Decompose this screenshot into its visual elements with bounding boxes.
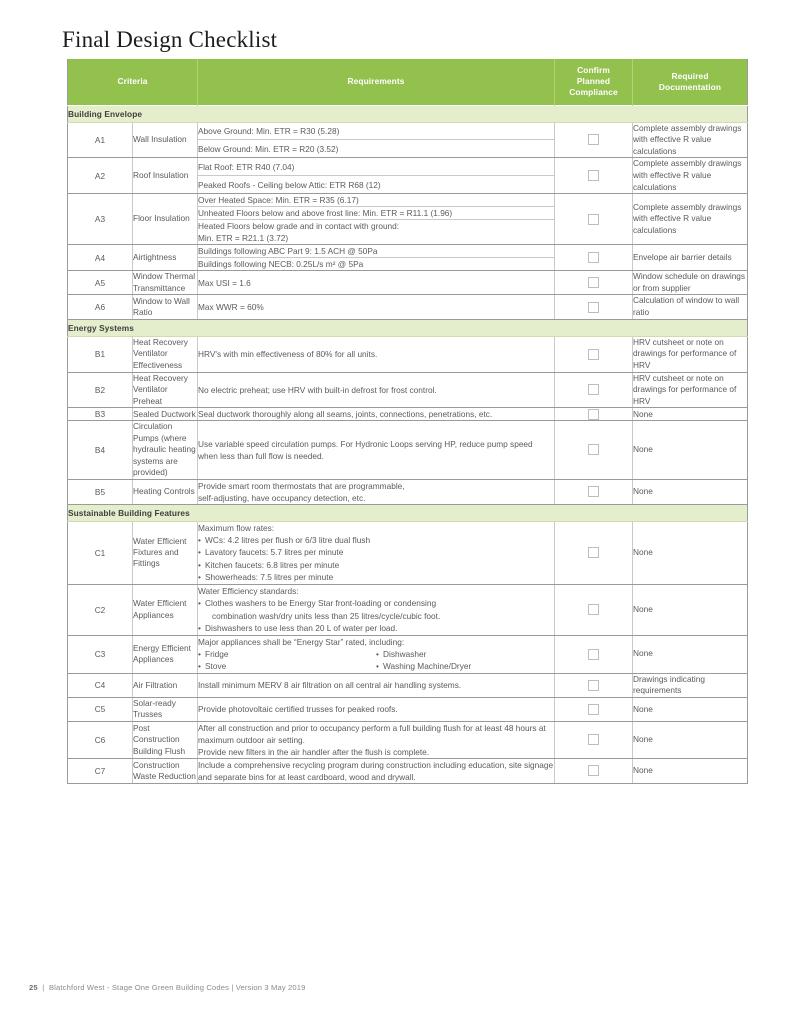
row-criteria: Airtightness [133,245,198,271]
row-requirement [198,721,555,758]
column-header-required-documentation [633,59,748,105]
requirement-line: Flat Roof: ETR R40 (7.04) [198,161,295,172]
table-row [68,635,748,673]
confirm-compliance-cell[interactable] [555,158,633,194]
row-id: B5 [68,479,133,504]
column-header-confirm-planned-compliance [555,59,633,105]
row-requirement [198,271,555,295]
row-criteria: Heat Recovery Ventilator Preheat [133,372,198,408]
requirement-bullet: • Kitchen faucets: 6.8 litres per minute [198,559,554,571]
row-requirement [198,635,555,673]
requirement-line: After all construction and prior to occupancy perform a full building flush for at least 48 hours at maximum outdoor air setting. [198,722,546,745]
row-id: B3 [68,408,133,421]
row-requirement [198,408,555,421]
required-documentation: None [633,698,748,722]
requirement-line: Provide smart room thermostats that are programmable, [198,480,405,491]
table-row [68,245,748,258]
table-row [68,721,748,758]
required-documentation: None [633,408,748,421]
required-documentation: None [633,421,748,479]
row-criteria: Wall Insulation [133,122,198,158]
documentation-header-line-2: Documentation [658,81,722,92]
table-header [68,59,748,105]
confirm-compliance-cell[interactable] [555,271,633,295]
row-requirement [198,295,555,319]
requirement-line: Max USI = 1.6 [198,277,251,288]
row-criteria: Window Thermal Transmittance [133,271,198,295]
row-requirement [198,673,555,697]
column-header-criteria: Criteria [68,59,198,105]
confirm-compliance-cell[interactable] [555,479,633,504]
requirement-line: Buildings following ABC Part 9: 1.5 ACH @ 50Pa [198,246,378,257]
row-id: C7 [68,758,133,783]
confirm-header-line-3: Compliance [569,87,618,98]
section-band-row [68,319,748,336]
row-requirement [198,521,555,584]
compliance-checkbox[interactable] [588,680,599,691]
confirm-compliance-cell[interactable] [555,372,633,408]
row-criteria: Solar-ready Trusses [133,698,198,722]
row-requirement [198,245,555,258]
section-band-row [68,105,748,122]
table-row [68,421,748,479]
compliance-checkbox[interactable] [588,444,599,455]
requirement-line: Over Heated Space: Min. ETR = R35 (6.17) [198,195,359,206]
compliance-checkbox[interactable] [588,252,599,263]
requirement-lead: Maximum flow rates: [198,522,275,533]
requirement-line: Include a comprehensive recycling program during construction including education, site signage and separate bins for at least cardboard, wood and drywall. [198,759,554,782]
row-requirement [198,758,555,783]
row-requirement [198,176,555,194]
requirement-line: Peaked Roofs - Ceiling below Attic: ETR R68 (12) [198,179,381,190]
row-id: A4 [68,245,133,271]
requirement-line: Below Ground: Min. ETR = R20 (3.52) [198,143,339,154]
requirement-line: Use variable speed circulation pumps. For Hydronic Loops serving HP, reduce pump speed when less than full flow is needed. [198,438,533,461]
footer-separator: | [40,983,47,992]
row-criteria: Construction Waste Reduction [133,758,198,783]
table-row [68,194,748,207]
row-id: A3 [68,194,133,245]
row-criteria: Water Efficient Fixtures and Fittings [133,521,198,584]
row-criteria: Air Filtration [133,673,198,697]
row-id: B2 [68,372,133,408]
requirement-bullet: • Lavatory faucets: 5.7 litres per minute [198,546,554,558]
row-requirement [198,140,555,158]
confirm-compliance-cell[interactable] [555,673,633,697]
compliance-checkbox[interactable] [588,547,599,558]
table-row [68,758,748,783]
table-row [68,698,748,722]
row-id: A1 [68,122,133,158]
row-id: C2 [68,584,133,635]
required-documentation: None [633,479,748,504]
row-requirement [198,698,555,722]
row-criteria: Sealed Ductwork [133,408,198,421]
compliance-checkbox[interactable] [588,170,599,181]
required-documentation: HRV cutsheet or note on drawings for performance of HRV [633,336,748,372]
row-requirement [198,336,555,372]
requirement-grid [198,648,554,673]
requirement-bullet-list [198,534,554,584]
requirement-line: Max WWR = 60% [198,302,264,313]
compliance-checkbox[interactable] [588,486,599,497]
confirm-compliance-cell[interactable] [555,194,633,245]
row-id: C4 [68,673,133,697]
compliance-checkbox[interactable] [588,765,599,776]
compliance-checkbox[interactable] [588,649,599,660]
row-criteria: Post Construction Building Flush [133,721,198,758]
table-row [68,336,748,372]
compliance-checkbox[interactable] [588,704,599,715]
required-documentation: Complete assembly drawings with effective R value calculations [633,194,748,245]
required-documentation: None [633,721,748,758]
row-criteria: Water Efficient Appliances [133,584,198,635]
footer-page-number: 25 [29,983,38,992]
required-documentation: Complete assembly drawings with effective R value calculations [633,122,748,158]
row-requirement [198,584,555,635]
requirement-grid-row [198,648,554,660]
row-id: C1 [68,521,133,584]
requirement-line: Provide new filters in the air handler after the flush is complete. [198,746,430,757]
requirement-bullet: • Showerheads: 7.5 litres per minute [198,571,554,583]
requirement-bullet: • Stove [198,660,376,672]
requirement-bullet-list [198,597,554,634]
requirement-bullet: combination wash/dry units less than 25 litres/cycle/cubic foot. [212,610,441,621]
requirement-line: Min. ETR = R21.1 (3.72) [198,233,289,244]
confirm-compliance-cell[interactable] [555,521,633,584]
confirm-compliance-cell[interactable] [555,336,633,372]
confirm-compliance-cell[interactable] [555,698,633,722]
requirement-line: No electric preheat; use HRV with built-in defrost for frost control. [198,384,437,395]
header-row [68,59,748,105]
section-title: Energy Systems [68,319,748,336]
confirm-compliance-cell[interactable] [555,635,633,673]
row-id: B4 [68,421,133,479]
confirm-compliance-cell[interactable] [555,295,633,319]
final-design-checklist-table [67,59,748,784]
row-id: A5 [68,271,133,295]
confirm-header-line-1: Confirm [577,65,610,76]
table-row [68,158,748,176]
required-documentation: HRV cutsheet or note on drawings for performance of HRV [633,372,748,408]
required-documentation: Calculation of window to wall ratio [633,295,748,319]
row-requirement [198,372,555,408]
requirement-line: self-adjusting, have occupancy detection, etc. [198,492,366,503]
row-id: C6 [68,721,133,758]
row-criteria: Floor Insulation [133,194,198,245]
compliance-checkbox[interactable] [588,384,599,395]
required-documentation: None [633,521,748,584]
table-row [68,372,748,408]
row-criteria: Energy Efficient Appliances [133,635,198,673]
confirm-compliance-cell[interactable] [555,421,633,479]
row-requirement [198,194,555,207]
compliance-checkbox[interactable] [588,302,599,313]
requirement-bullet: • Clothes washers to be Energy Star front-loading or condensing [198,597,554,609]
confirm-compliance-cell[interactable] [555,721,633,758]
row-criteria: Heat Recovery Ventilator Effectiveness [133,336,198,372]
requirement-line: Install minimum MERV 8 air filtration on all central air handling systems. [198,680,462,691]
row-criteria: Roof Insulation [133,158,198,194]
row-requirement [198,479,555,504]
row-requirement [198,258,555,271]
row-id: B1 [68,336,133,372]
table-row [68,122,748,140]
requirement-grid-row [198,660,554,672]
requirement-line: Heated Floors below grade and in contact with ground: [198,221,400,232]
requirement-line: Unheated Floors below and above frost line: Min. ETR = R11.1 (1.96) [198,208,453,219]
requirement-line: Seal ductwork thoroughly along all seams, joints, connections, penetrations, etc. [198,409,493,420]
table-row [68,295,748,319]
row-id: C3 [68,635,133,673]
section-band-row [68,504,748,521]
column-header-requirements: Requirements [198,59,555,105]
requirement-line: Buildings following NECB: 0.25L/s m² @ 5Pa [198,259,364,270]
table-body [68,105,748,784]
compliance-checkbox[interactable] [588,134,599,145]
row-id: C5 [68,698,133,722]
requirement-bullet: • Washing Machine/Dryer [376,660,554,672]
row-criteria: Window to Wall Ratio [133,295,198,319]
requirement-bullet: • WCs: 4.2 litres per flush or 6/3 litre dual flush [198,534,554,546]
row-criteria: Heating Controls [133,479,198,504]
compliance-checkbox[interactable] [588,734,599,745]
confirm-compliance-cell[interactable] [555,408,633,421]
required-documentation: Envelope air barrier details [633,245,748,271]
required-documentation: Complete assembly drawings with effective R value calculations [633,158,748,194]
compliance-checkbox[interactable] [588,604,599,615]
requirement-lead: Major appliances shall be “Energy Star” rated, including: [198,636,405,647]
requirement-bullet: • Fridge [198,648,376,660]
footer-text: Blatchford West - Stage One Green Building Codes | Version 3 May 2019 [48,983,306,992]
compliance-checkbox[interactable] [588,214,599,225]
requirement-bullet: • Dishwasher [376,648,554,660]
documentation-header-line-1: Required [671,70,709,81]
table-row [68,521,748,584]
requirement-line: Above Ground: Min. ETR = R30 (5.28) [198,125,340,136]
page-footer [29,983,306,992]
section-title: Sustainable Building Features [68,504,748,521]
confirm-compliance-cell[interactable] [555,122,633,158]
row-requirement [198,220,555,245]
compliance-checkbox[interactable] [588,277,599,288]
compliance-checkbox[interactable] [588,409,599,420]
required-documentation: None [633,635,748,673]
row-id: A2 [68,158,133,194]
requirement-bullet: • Dishwashers to use less than 20 L of water per load. [198,622,554,634]
table-row [68,479,748,504]
table-row [68,408,748,421]
required-documentation: None [633,584,748,635]
required-documentation: Drawings indicating requirements [633,673,748,697]
row-requirement [198,122,555,140]
confirm-header-line-2: Planned [576,76,611,87]
requirement-line: HRV's with min effectiveness of 80% for all units. [198,349,378,360]
required-documentation: Window schedule on drawings or from supplier [633,271,748,295]
required-documentation: None [633,758,748,783]
table-row [68,584,748,635]
page-title: Final Design Checklist [62,27,278,52]
row-requirement [198,158,555,176]
confirm-compliance-cell[interactable] [555,245,633,271]
compliance-checkbox[interactable] [588,349,599,360]
requirement-line: Provide photovoltaic certified trusses for peaked roofs. [198,704,398,715]
row-requirement [198,421,555,479]
table-row [68,673,748,697]
section-title: Building Envelope [68,105,748,122]
confirm-compliance-cell[interactable] [555,584,633,635]
confirm-compliance-cell[interactable] [555,758,633,783]
requirement-lead: Water Efficiency standards: [198,585,299,596]
row-criteria: Circulation Pumps (where hydraulic heating systems are provided) [133,421,196,478]
table-row [68,271,748,295]
row-id: A6 [68,295,133,319]
row-requirement [198,207,555,220]
